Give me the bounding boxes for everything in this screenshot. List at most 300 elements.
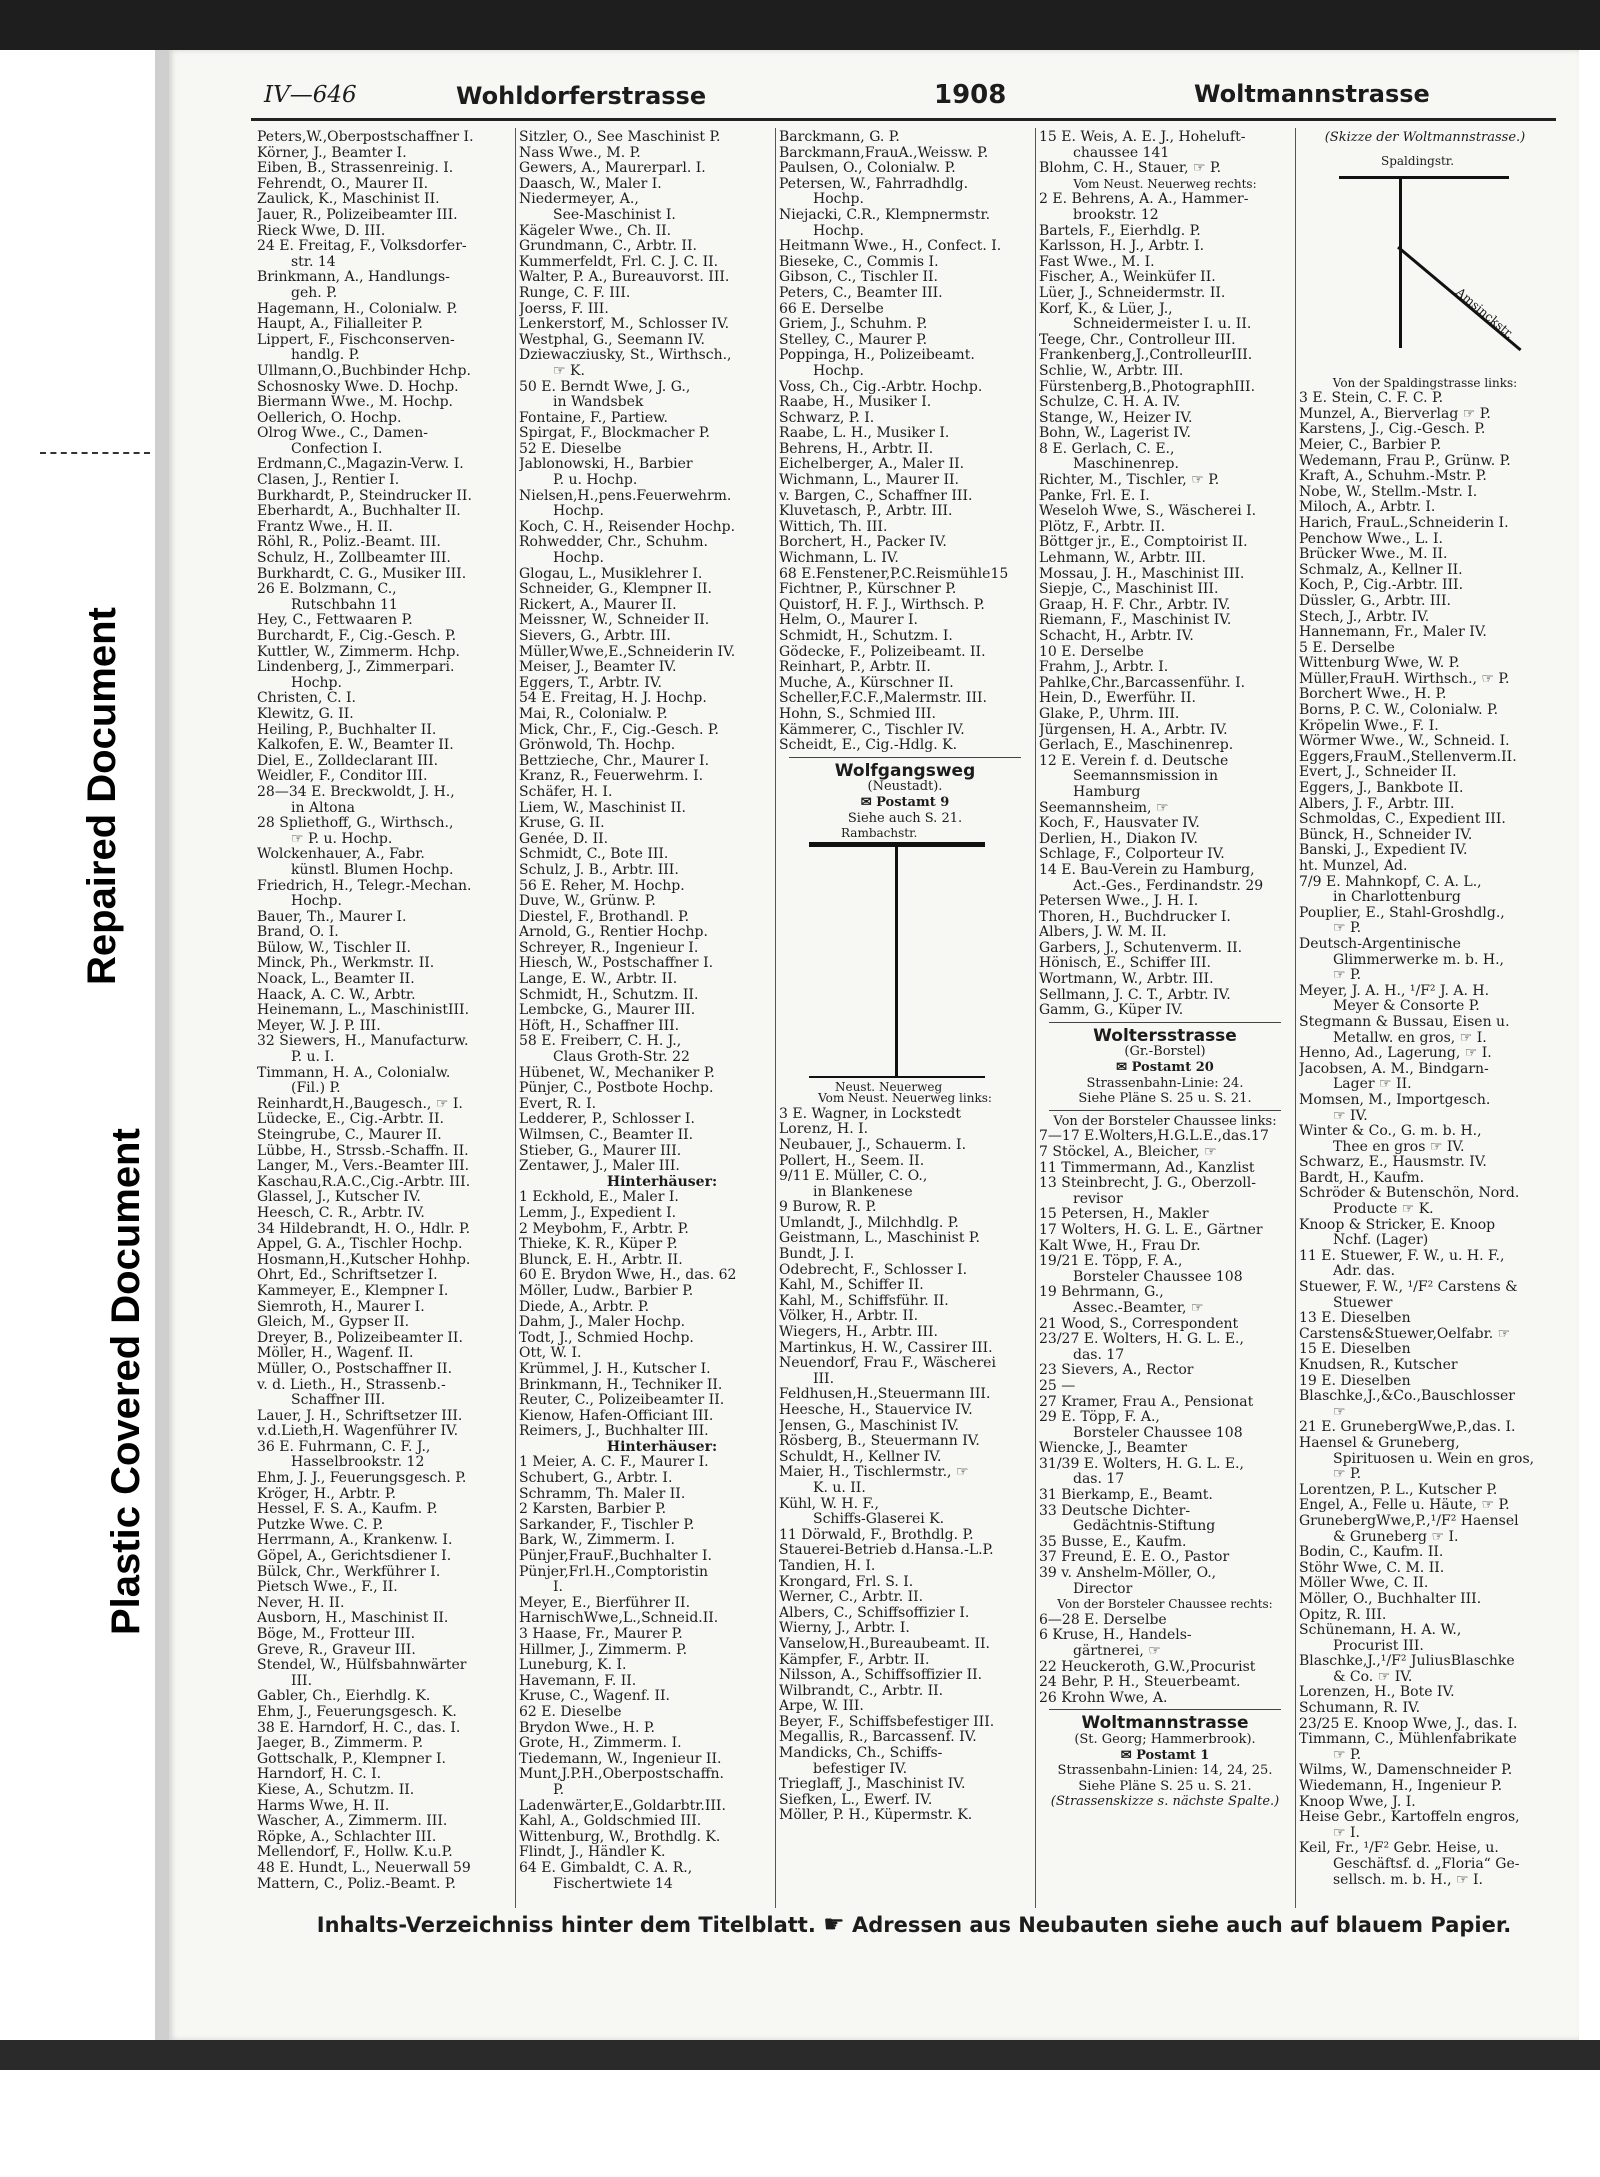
directory-entry: Kranz, R., Feuerwehrm. I. [519,769,704,785]
directory-entry: Zentawer, J., Maler III. [519,1159,680,1175]
directory-entry: Schmidt, H., Schutzm. I. [779,629,953,644]
directory-entry: Greve, R., Graveur III. [257,1642,416,1658]
directory-entry: Lehmann, W., Arbtr. III. [1039,551,1206,567]
directory-entry: Timmann, H. A., Colonialw. [257,1065,451,1081]
directory-entry: III. [291,1673,313,1689]
directory-entry: Kalt Wwe, H., Frau Dr. [1039,1238,1201,1254]
directory-entry: Muche, A., Kürschner II. [779,675,954,691]
directory-entry: Bundt, J. I. [779,1247,855,1263]
directory-entry: ☞ [1333,1404,1346,1420]
directory-entry: Arpe, W. III. [779,1699,864,1715]
directory-entry: das. 17 [1073,1472,1125,1488]
directory-entry: Gabler, Ch., Eierhdlg. K. [257,1689,431,1705]
repair-marker-line [40,452,150,454]
directory-entry: Spirgat, F., Blockmacher P. [519,426,710,442]
directory-entry: Noack, L., Beamter II. [257,972,415,988]
woltmannstrasse-street-sketch [1299,146,1551,376]
directory-entry: Engel, A., Felle u. Häute, ☞ P. [1299,1498,1510,1514]
directory-entry: Meissner, W., Schneider II. [519,613,710,629]
directory-entry: Miloch, A., Arbtr. I. [1299,500,1436,516]
directory-entry: Lorentzen, P. L., Kutscher P. [1299,1482,1498,1498]
wolfgangsweg-see-also: Siehe auch S. 21. [847,810,963,826]
directory-entry: Stauerei-Betrieb d.Hansa.-L.P. [779,1543,994,1559]
column-3-entries-top [779,130,1031,754]
directory-entry: Frantz Wwe., H. II. [257,519,393,535]
directory-entry: Krümmel, J. H., Kutscher I. [519,1361,711,1377]
directory-entry: Assec.-Beamter, ☞ [1073,1300,1204,1316]
directory-entry: Niejacki, C.R., Klempnermstr. [779,207,991,223]
directory-entry: Harndorf, H. C. I. [257,1767,382,1783]
directory-entry: Eichelberger, A., Maler II. [779,457,965,473]
column-5 [1299,130,1551,1888]
directory-entry: Ledderer, P., Schlosser I. [519,1112,695,1128]
directory-entry: Neubauer, J., Schauerm. I. [779,1137,967,1153]
directory-entry: Producte ☞ K. [1333,1202,1434,1218]
directory-entry: gärtnerei, ☞ [1073,1644,1161,1659]
directory-entry: Raabe, H., Musiker I. [779,395,932,411]
directory-entry: Stöhr Wwe, C. M. II. [1299,1560,1445,1576]
directory-entry: v. d. Lieth., H., Strassenb.- [257,1377,446,1393]
directory-entry: Rieck Wwe, D. III. [257,223,386,239]
directory-entry: Martinkus, H. W., Cassirer III. [779,1340,993,1356]
directory-entry: Fichtner, P., Kürschner P. [779,582,957,598]
directory-entry: Hönisch, E., Schiffer III. [1039,956,1211,972]
directory-entry: Blunck, E. H., Arbtr. II. [519,1252,683,1268]
directory-entry: Von der Borsteler Chaussee rechts: [1057,1597,1273,1612]
directory-entry: Glimmerwerke m. b. H., [1333,952,1504,968]
directory-entry: Henno, Ad., Lagerung, ☞ I. [1299,1046,1492,1062]
directory-entry: Umlandt, J., Milchhdlg. P. [779,1215,959,1231]
sketch-label-rambachstr: Rambachstr. [841,826,918,841]
directory-entry: Lindenberg, J., Zimmerpari. [257,660,455,676]
sketch-label-amsinckstr: Amsinckstr. [1453,284,1517,341]
directory-entry: Kämmerer, C., Tischler IV. [779,722,965,738]
directory-entry: Evert, R. I. [519,1096,597,1112]
directory-entry: Albers, J. F., Arbtr. III. [1299,796,1455,812]
directory-entry: 24 E. Freitag, F., Volksdorfer- [257,239,467,255]
footer-new-buildings-note: Adressen aus Neubauten siehe auch auf blauem Papier. [851,1913,1512,1937]
directory-entry: Schlage, F., Colporteur IV. [1039,847,1225,863]
directory-entry: Wittenburg, W., Brothdlg. K. [519,1829,721,1845]
directory-entry: Fischertwiete 14 [553,1876,673,1892]
directory-entry: Heinemann, L., MaschinistIII. [257,1003,470,1019]
directory-entry: 64 E. Gimbaldt, C. A. R., [519,1860,693,1876]
directory-entry: Bartels, F., Eierhdlg. P. [1039,223,1201,239]
directory-entry: 6—28 E. Derselbe [1039,1612,1167,1628]
directory-entry: Wiegers, H., Arbtr. III. [779,1325,938,1341]
directory-entry: Munzel, A., Bierverlag ☞ P. [1299,406,1491,422]
directory-entry: Winter & Co., G. m. b. H., [1299,1124,1482,1140]
directory-entry: Nass Wwe., M. P. [519,145,641,161]
directory-entry: Albers, C., Schiffsoffizier I. [779,1605,970,1621]
directory-entry: Gibson, C., Tischler II. [779,270,938,286]
directory-entry: 37 Freund, E. E. O., Pastor [1039,1550,1230,1566]
directory-entry: Tandien, H. I. [779,1558,876,1574]
directory-entry: 2 Karsten, Barbier P. [519,1502,667,1518]
directory-entry: Maschinenrep. [1073,457,1179,473]
directory-entry: Hannemann, Fr., Maler IV. [1299,625,1487,641]
directory-entry: Rösberg, B., Steuermann IV. [779,1434,980,1450]
column-2 [519,130,771,1892]
directory-entry: Westphal, G., Seemann IV. [519,332,705,348]
directory-entry: 15 E. Weis, A. E. J., Hoheluft- [1039,130,1246,145]
directory-entry: Burchardt, F., Cig.-Gesch. P. [257,629,457,644]
directory-entry: Hochp. [553,551,604,567]
directory-entry: 1 Meier, A. C. F., Maurer I. [519,1455,709,1471]
directory-entry: Glassel, J., Kutscher IV. [257,1190,421,1206]
directory-entry: Burkhardt, C. G., Musiker III. [257,566,467,582]
directory-entry: Schulze, C. H. A. IV. [1039,395,1181,411]
column-5-entries [1299,376,1551,1889]
directory-entry: Erdmann,C.,Magazin-Verw. I. [257,457,464,473]
directory-entry: Sievers, G., Arbtr. III. [519,629,671,644]
page-footer [264,1910,1564,1938]
directory-entry: Quistorf, H. F. J., Wirthsch. P. [779,597,985,613]
directory-entry: Scheidt, E., Cig.-Hdlg. K. [779,738,958,754]
directory-entry: Minck, Ph., Werkmstr. II. [257,956,435,972]
directory-entry: Heise Gebr., Kartoffeln engros, [1299,1810,1520,1826]
directory-entry: Lager ☞ II. [1333,1077,1412,1093]
directory-entry: in Wandsbek [553,395,644,411]
directory-entry: Blaschke,J.,&Co.,Bauschlosser [1299,1389,1516,1405]
directory-entry: 23/27 E. Wolters, H. G. L. E., [1039,1332,1244,1348]
directory-entry: Mick, Chr., F., Cig.-Gesch. P. [519,722,719,738]
directory-entry: brookstr. 12 [1073,207,1159,223]
directory-entry: Geistmann, L., Maschinist P. [779,1231,980,1247]
directory-entry: Behrens, H., Arbtr. II. [779,441,934,457]
directory-entry: Lauer, J. H., Schriftsetzer III. [257,1408,463,1424]
directory-entry: Wittich, Th. III. [779,519,888,535]
directory-entry: 28 Spliethoff, G., Wirthsch., [257,816,454,832]
directory-entry: Wascher, A., Zimmerm. III. [257,1814,448,1830]
directory-entry: das. 17 [1073,1347,1125,1363]
directory-entry: Schulz, H., Zollbeamter III. [257,551,451,567]
directory-entry: Wierny, J., Arbtr. I. [779,1621,910,1637]
directory-entry: str. 14 [291,254,336,270]
directory-entry: Hey, C., Fettwaaren P. [257,613,413,629]
directory-entry: Schiffs-Glaserei K. [813,1512,945,1528]
directory-entry: Kalkofen, E. W., Beamter II. [257,738,454,754]
directory-entry: Thee en gros ☞ IV. [1333,1139,1465,1155]
directory-entry: I. [553,1580,563,1596]
directory-entry: v. Bargen, C., Schaffner III. [779,488,973,504]
directory-entry: Thoren, H., Buchdrucker I. [1039,909,1231,925]
pointing-hand-icon: ☛ [823,1910,845,1938]
sketch-line [809,1076,985,1078]
directory-entry: Brinkmann, A., Handlungs- [257,270,450,286]
directory-entry: Hochp. [813,223,864,239]
column-divider [1035,128,1036,1908]
directory-entry: Koch, F., Hausvater IV. [1039,816,1200,832]
directory-entry: Möller, P. H., Küpermstr. K. [779,1808,973,1824]
directory-entry: Kahl, M., Schiffsführ. II. [779,1293,949,1309]
directory-entry: Möller, Ludw., Barbier P. [519,1283,694,1299]
directory-entry: Petersen, W., Fahrradhdlg. [779,176,969,192]
directory-entry: Pünjer, C., Postbote Hochp. [519,1081,714,1097]
directory-entry: Reinhardt,H.,Baugesch., ☞ I. [257,1096,463,1112]
directory-entry: Schmoldas, C., Expedient III. [1299,812,1506,828]
directory-entry: Tiedemann, W., Ingenieur II. [519,1751,722,1767]
directory-entry: 23/25 E. Knoop Wwe, J., das. I. [1299,1716,1518,1732]
directory-entry: Bettzieche, Chr., Maurer I. [519,753,710,769]
woltmannstrasse-sketch-note: (Strassenskizze s. nächste Spalte.) [1050,1794,1280,1810]
directory-entry: 32 Siewers, H., Manufacturw. [257,1034,469,1050]
directory-entry: 2 E. Behrens, A. A., Hammer- [1039,192,1249,208]
directory-entry: 11 Dörwald, F., Brothdlg. P. [779,1527,974,1543]
column-4-entries-bottom [1039,1129,1291,1706]
directory-entry: Lorenz, H. I. [779,1122,869,1138]
directory-entry: Gedächtnis-Stiftung [1073,1519,1216,1535]
directory-entry: Diel, E., Zolldeclarant III. [257,753,439,769]
directory-entry: Eberhardt, A., Buchhalter II. [257,504,461,520]
directory-entry: Grönwold, Th. Hochp. [519,738,676,754]
directory-entry: 26 Krohn Wwe, A. [1039,1690,1168,1706]
directory-entry: Lorenzen, H., Bote IV. [1299,1685,1455,1701]
directory-entry: Director [1073,1581,1133,1597]
section-rule [1049,1709,1281,1710]
directory-entry: Lüer, J., Schneidermstr. II. [1039,285,1226,301]
directory-entry: Fast Wwe., M. I. [1039,254,1155,270]
directory-entry: 14 E. Bau-Verein zu Hamburg, [1039,862,1255,878]
directory-entry: Gleich, M., Gypser II. [257,1315,410,1331]
directory-entry: Siepje, C., Maschinist III. [1039,582,1219,598]
directory-entry: Graap, H. F. Chr., Arbtr. IV. [1039,597,1231,613]
directory-entry: Diede, A., Arbtr. P. [519,1299,650,1315]
scan-top-band [0,0,1600,50]
directory-entry: Werner, C., Arbtr. II. [779,1590,924,1606]
page-header [264,78,1564,116]
directory-entry: Clasen, J., Rentier I. [257,473,400,489]
directory-entry: Brücker Wwe., M. II. [1299,547,1448,563]
directory-entry: Pahlke,Chr.,Barcassenführ. I. [1039,675,1246,691]
directory-entry: Lenkerstorf, M., Schlosser IV. [519,317,730,333]
directory-entry: 3 E. Stein, C. F. C. P. [1299,391,1444,407]
directory-entry: 9 Burow, R. P. [779,1200,877,1216]
directory-entry: Lemm, J., Expedient I. [519,1205,677,1221]
directory-entry: ☞ P. [1333,968,1362,984]
directory-entry: 31 Bierkamp, E., Beamt. [1039,1488,1213,1504]
directory-entry: befestiger IV. [813,1761,908,1777]
directory-entry: 7—17 E.Wolters,H.G.L.E.,das.17 [1039,1129,1269,1145]
directory-entry: ☞ I. [1333,1825,1360,1841]
directory-entry: Geschäftsf. d. „Floria“ Ge- [1333,1857,1520,1872]
directory-entry: 29 E. Töpp, F. A., [1039,1410,1160,1426]
directory-entry: Dreyer, B., Polizeibeamter II. [257,1330,463,1346]
directory-entry: Banski, J., Expedient IV. [1299,843,1468,859]
directory-entry: Glake, P., Uhrm. III. [1039,706,1180,722]
directory-entry: P. u. Hochp. [553,473,638,489]
directory-entry: Spirituosen u. Wein en gros, [1333,1451,1535,1467]
directory-entry: Schacht, H., Arbtr. IV. [1039,629,1194,644]
column-divider [515,128,516,1908]
directory-entry: Griem, J., Schuhm. P. [779,317,928,333]
directory-entry: 50 E. Berndt Wwe, J. G., [519,379,691,395]
directory-entry: 8 E. Gerlach, C. E., [1039,441,1175,457]
directory-entry: Kiese, A., Schutzm. II. [257,1782,415,1798]
directory-entry: 12 E. Verein f. d. Deutsche [1039,753,1229,769]
column-1 [257,130,509,1892]
directory-entry: Wörmer Wwe., W., Schneid. I. [1299,734,1510,750]
directory-entry: Munt,J.P.H.,Oberpostschaffn. [519,1767,724,1783]
directory-entry: Keil, Fr., ¹/F² Gebr. Heise, u. [1299,1841,1499,1857]
section-rule [1049,1022,1281,1023]
directory-entry: Teege, Chr., Controlleur III. [1039,332,1236,348]
directory-entry: Stieber, G., Maurer III. [519,1143,682,1159]
directory-entry: 15 Petersen, H., Makler [1039,1207,1209,1223]
directory-entry: ☞ P. [1333,1747,1362,1763]
directory-entry: Gamm, G., Küper IV. [1039,1003,1184,1019]
directory-entry: Wichmann, L. IV. [779,551,899,567]
directory-entry: 48 E. Hundt, L., Neuerwall 59 [257,1860,471,1876]
directory-entry: ☞ K. [553,363,585,379]
directory-entry: Völker, H., Arbtr. II. [779,1309,919,1325]
directory-entry: Borsteler Chaussee 108 [1073,1269,1243,1285]
directory-entry: Bohn, W., Lagerist IV. [1039,426,1191,442]
directory-entry: Lembcke, G., Maurer III. [519,1003,696,1019]
directory-entry: geh. P. [291,285,338,301]
directory-entry: Paulsen, O., Colonialw. P. [779,161,956,177]
directory-entry: 58 E. Freiberr, C. H. J., [519,1034,682,1050]
directory-entry: Kaschau,R.A.C.,Cig.-Arbtr. III. [257,1174,471,1190]
directory-entry: Wilbrandt, C., Arbtr. II. [779,1683,944,1699]
directory-entry: Procurist III. [1333,1638,1424,1654]
directory-entry: 17 Wolters, H. G. L. E., Gärtner [1039,1222,1263,1238]
directory-entry: Peters, C., Beamter III. [779,285,943,301]
directory-entry: Liem, W., Maschinist II. [519,800,686,816]
directory-entry: Schreyer, R., Ingenieur I. [519,940,699,956]
directory-entry: 7/9 E. Mahnkopf, C. A. L., [1299,874,1482,890]
directory-entry: Krongard, Frl. S. I. [779,1574,914,1590]
directory-entry: Müller,Wwe,E.,Schneiderin IV. [519,644,736,660]
directory-entry: Metallw. en gros, ☞ I. [1333,1030,1487,1046]
wolfgangsweg-street-sketch [779,826,1031,1095]
sketch-label-spaldingstr: Spaldingstr. [1381,153,1455,168]
directory-entry: ht. Munzel, Ad. [1299,859,1408,874]
directory-entry: Olrog Wwe., C., Damen- [257,426,428,442]
directory-entry: Schneider, G., Klempner II. [519,582,712,598]
directory-entry: Runge, C. F. III. [519,285,631,301]
directory-entry: Hochp. [553,504,604,520]
directory-entry: Brand, O. I. [257,925,339,941]
header-rule [251,118,1556,121]
directory-entry: Act.-Ges., Ferdinandstr. 29 [1073,878,1264,894]
directory-entry: Hochp. [813,192,864,208]
directory-entry: P. [553,1782,565,1798]
directory-entry: 56 E. Reher, M. Hochp. [519,878,685,894]
plastic-covered-label: Plastic Covered Document [104,1128,148,1635]
directory-entry: Pietsch Wwe., F., II. [257,1580,398,1596]
directory-entry: Neuendorf, Frau F., Wäscherei [779,1356,996,1372]
directory-entry: in Altona [291,800,355,816]
directory-entry: Sitzler, O., See Maschinist P. [519,130,721,145]
woltersstrasse-district: (Gr.-Borstel) [1124,1044,1206,1060]
directory-entry: Garbers, J., Schutenverm. II. [1039,940,1243,956]
directory-entry: Seemannsmission in [1073,769,1218,785]
directory-entry: Schulz, J. B., Arbtr. III. [519,862,679,878]
sketch-label-neuerweg: Neust. Neuerweg [835,1080,943,1095]
directory-entry: 15 E. Dieselben [1299,1342,1411,1358]
directory-entry: 13 Steinbrecht, J. G., Oberzoll- [1039,1176,1256,1192]
directory-entry: Kummerfeldt, Frl. C. J. C. II. [519,254,719,270]
directory-entry: Ehm, J. J., Feuerungsgesch. P. [257,1471,467,1487]
directory-entry: 33 Deutsche Dichter- [1039,1503,1191,1519]
directory-entry: Bünck, H., Schneider IV. [1299,827,1473,843]
directory-entry: Kienow, Hafen-Officiant III. [519,1408,714,1424]
directory-entry: Fischer, A., Weinküfer II. [1039,270,1216,286]
directory-entry: Meier, C., Barbier P. [1299,437,1442,453]
directory-entry: Borns, P. C. W., Colonialw. P. [1299,703,1499,719]
directory-entry: Wichmann, L., Maurer II. [779,473,960,489]
directory-entry: Putzke Wwe. C. P. [257,1517,384,1533]
directory-entry: Möller, O., Buchhalter III. [1299,1591,1482,1607]
directory-entry: Dahm, J., Maler Hochp. [519,1315,686,1331]
page-number: IV—646 [264,82,357,108]
directory-entry: Göpel, A., Gerichtsdiener I. [257,1549,452,1565]
directory-entry: 34 Hildebrandt, H. O., Hdlr. P. [257,1221,471,1237]
directory-entry: 60 E. Brydon Wwe, H., das. 62 [519,1268,737,1284]
directory-entry: Gottschalk, P., Klempner I. [257,1751,446,1767]
directory-entry: in Charlottenburg [1333,890,1461,906]
directory-entry: Bülck, Chr., Werkführer I. [257,1564,441,1580]
directory-entry: Friedrich, H., Telegr.-Mechan. [257,878,472,894]
directory-entry: Blohm, C. H., Stauer, ☞ P. [1039,161,1222,177]
directory-entry: Weidler, F., Conditor III. [257,769,428,785]
directory-entry: Riemann, F., Maschinist IV. [1039,613,1232,629]
directory-entry: Ohrt, Ed., Schriftsetzer I. [257,1268,438,1284]
directory-entry: Barckmann, G. P. [779,130,900,145]
directory-entry: Heitmann Wwe., H., Confect. I. [779,239,1002,255]
directory-entry: Eiben, B., Strassenreinig. I. [257,161,454,177]
directory-entry: Confection I. [291,441,383,457]
directory-entry: 11 E. Stuewer, F. W., u. H. F., [1299,1248,1505,1264]
directory-entry: Havemann, F. II. [519,1673,637,1689]
directory-entry: Frankenberg,J.,ControlleurIII. [1039,348,1253,364]
directory-entry: (Fil.) P. [291,1081,341,1097]
directory-entry: Brydon Wwe., H. P. [519,1720,655,1736]
directory-entry: Ausborn, H., Maschinist II. [257,1611,449,1627]
woltersstrasse-tram: Strassenbahn-Linie: 24. [1086,1075,1244,1091]
directory-entry: Kammeyer, E., Klempner I. [257,1283,449,1299]
directory-entry: 6 Kruse, H., Handels- [1039,1628,1192,1644]
directory-entry: Glogau, L., Musiklehrer I. [519,566,703,582]
directory-entry: Evert, J., Schneider II. [1299,765,1457,781]
directory-entry: Schosnosky Wwe. D. Hochp. [257,379,459,395]
directory-entry: 2 Meybohm, F., Arbtr. P. [519,1221,689,1237]
directory-entry: Schumann, R. IV. [1299,1701,1421,1717]
directory-entry: Rohwedder, Chr., Schuhm. [519,535,708,551]
woltersstrasse-plans: Siehe Pläne S. 25 u. S. 21. [1078,1091,1252,1107]
directory-entry: 39 v. Anshelm-Möller, O., [1039,1566,1217,1582]
sketch-line [1339,176,1509,179]
directory-entry: Raabe, L. H., Musiker I. [779,426,950,442]
directory-entry: Schaffner III. [291,1393,386,1409]
directory-entry: Heiling, P., Buchhalter II. [257,722,437,738]
directory-entry: Stange, W., Heizer IV. [1039,410,1193,426]
directory-entry: Bodin, C., Kaufm. II. [1299,1545,1444,1561]
directory-entry: Kämpfer, F., Arbtr. II. [779,1652,930,1668]
directory-entry: Grote, H., Zimmerm. I. [519,1736,682,1752]
directory-entry: Meyer, W. J. P. III. [257,1018,381,1034]
directory-entry: 38 E. Harndorf, H. C., das. I. [257,1720,461,1736]
directory-entry: Petersen Wwe., J. H. I. [1039,894,1199,910]
directory-entry: Hübenet, W., Mechaniker P. [519,1065,715,1081]
directory-entry: Hiesch, W., Postschaffner I. [519,956,714,972]
directory-entry: Bauer, Th., Maurer I. [257,909,407,925]
directory-entry: Carstens&Stuewer,Oelfabr. ☞ [1299,1326,1511,1342]
woltersstrasse-postamt: ✉ Postamt 20 [1116,1060,1214,1076]
directory-entry: Jauer, R., Polizeibeamter III. [257,207,458,223]
directory-entry: Seemannsheim, ☞ [1039,800,1169,816]
